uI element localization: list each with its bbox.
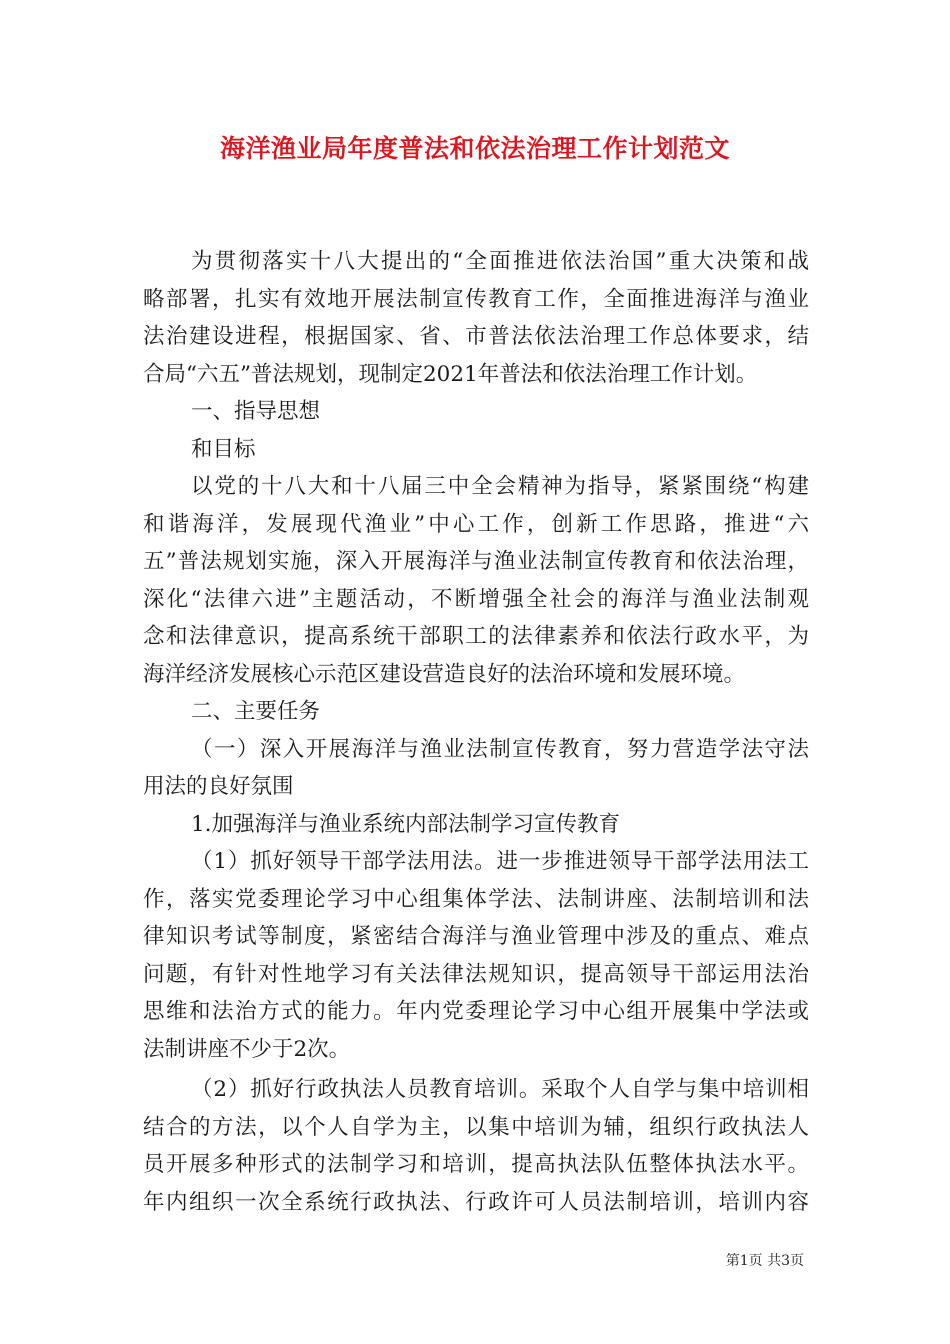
document-body bbox=[143, 243, 809, 1221]
paragraph-line: 海洋经济发展核心示范区建设营造良好的法治环境和发展环境。 bbox=[143, 661, 746, 687]
paragraph-line: 法制讲座不少于2次。 bbox=[143, 1036, 351, 1062]
paragraph-line: 年内组织一次全系统行政执法、行政许可人员法制培训，培训内容 bbox=[143, 1189, 809, 1215]
paragraph-line: 合局“六五”普法规划，现制定2021年普法和依法治理工作计划。 bbox=[143, 361, 758, 387]
item-heading: 1.加强海洋与渔业系统内部法制学习宣传教育 bbox=[191, 811, 621, 837]
paragraph-line: 法治建设进程，根据国家、省、市普法依法治理工作总体要求，结 bbox=[143, 324, 809, 349]
page-number: 第1页 共3页 bbox=[725, 1253, 804, 1269]
paragraph-line: 思维和法治方式的能力。年内党委理论学习中心组开展集中学法或 bbox=[143, 999, 809, 1024]
paragraph-line: （2）抓好行政执法人员教育培训。采取个人自学与集中培训相 bbox=[191, 1077, 809, 1102]
section-heading: 二、主要任务 bbox=[191, 699, 321, 724]
document-title: 海洋渔业局年度普法和依法治理工作计划范文 bbox=[219, 134, 730, 163]
section-heading: 和目标 bbox=[191, 436, 256, 462]
paragraph-line: 问题，有针对性地学习有关法律法规知识，提高领导干部运用法治 bbox=[143, 961, 809, 987]
subsection-heading: 用法的良好氛围 bbox=[143, 774, 294, 799]
paragraph-line: 和谐海洋，发展现代渔业”中心工作，创新工作思路，推进“六 bbox=[143, 511, 809, 537]
section-heading: 一、指导思想 bbox=[191, 399, 321, 424]
paragraph-line: 念和法律意识，提高系统干部职工的法律素养和依法行政水平，为 bbox=[143, 624, 809, 649]
paragraph-line: 五”普法规划实施，深入开展海洋与渔业法制宣传教育和依法治理， bbox=[143, 549, 809, 574]
paragraph-line: 略部署，扎实有效地开展法制宣传教育工作，全面推进海洋与渔业 bbox=[143, 286, 809, 312]
paragraph-line: 作，落实党委理论学习中心组集体学法、法制讲座、法制培训和法 bbox=[143, 886, 809, 912]
paragraph-line: 以党的十八大和十八届三中全会精神为指导，紧紧围绕“构建 bbox=[191, 474, 809, 499]
paragraph-line: （1）抓好领导干部学法用法。进一步推进领导干部学法用法工 bbox=[191, 849, 809, 874]
paragraph-line: 深化“法律六进”主题活动，不断增强全社会的海洋与渔业法制观 bbox=[143, 586, 809, 612]
paragraph-line: 员开展多种形式的法制学习和培训，提高执法队伍整体执法水平。 bbox=[143, 1152, 809, 1177]
paragraph-line: 律知识考试等制度，紧密结合海洋与渔业管理中涉及的重点、难点 bbox=[143, 924, 809, 949]
paragraph-line: 结合的方法，以个人自学为主，以集中培训为辅，组织行政执法人 bbox=[143, 1114, 809, 1140]
paragraph-line: 为贯彻落实十八大提出的“全面推进依法治国”重大决策和战 bbox=[191, 249, 809, 274]
subsection-heading: （一）深入开展海洋与渔业法制宣传教育，努力营造学法守法 bbox=[191, 736, 809, 762]
